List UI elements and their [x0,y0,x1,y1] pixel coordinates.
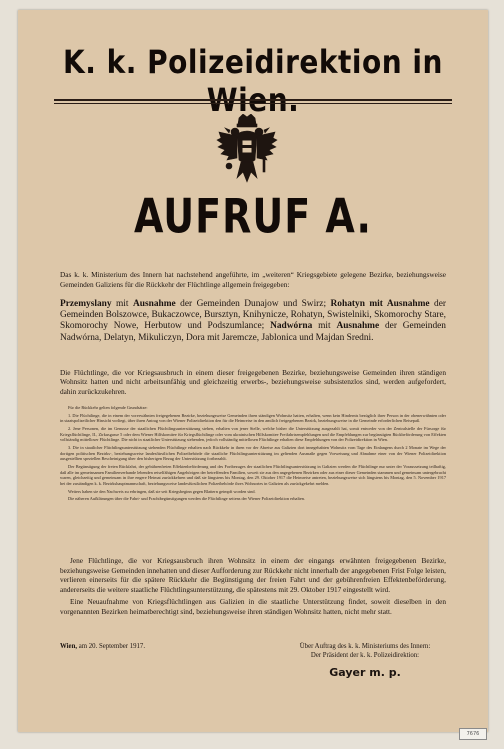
signer-name: Gayer m. p. [329,666,401,679]
area-text: der Gemeinden Bolszowce, Bukaczowce, Bursztyn, Knihynicze, Rohatyn, Swistelniki, Skomorochy Stare, Skomorochy Nowe, Herbutow und Podszumlance; [60,299,446,332]
area-text: mit [312,321,337,332]
title-rule-thin [54,103,452,104]
area-term: Przemyslany [60,299,112,309]
call-paragraph: Die Flüchtlinge, die vor Kriegsausbruch in einem dieser freigegebenen Bezirke, beziehungsweise Gemeinden ihren ständigen Wohnsitz hatten und nicht arbeitsunfähig und gleichzeitig erwerbs-, beziehungsweise subsistenzlos sind, werden aufgefordert, dahin zurückzukehren. [60,368,446,396]
area-text: mit [111,299,133,309]
poster-sheet [18,10,488,732]
area-term: Ausnahme [132,299,176,309]
signature-block [280,643,450,660]
closing-block [60,556,446,619]
rule-item: 2. Jene Personen, die im Genusse der staatlichen Flüchtlingsunterstützung stehen, erhalten von jener Stelle, welche bisher die Unterstützung ausgezahlt hat, somit entweder von der Zentralstelle der Fürsorge für Kriegsflüchtlinge, II., Zirkusgasse 5 oder dem Wiener Hilfskomitee für Kriegsflüchtlinge oder vom ukrainischen Hilfskomitee Freifahrtsempfehlungen und die Empfehlungen zur begünstigten Rückbeförderung von Effekten vollständig mittelloser Flüchtlinge. Die nicht in staatlicher Unterstützung stehenden, jedoch vollständig mittellosen Flüchtlinge erhalten diese Empfehlungen von der Polizeidirektion in Wien. [60,426,446,443]
area-text: der Gemeinden Nadwórna, Delatyn, Mikuliczyn, Dora mit Jaremcze, Jablonica und Majdan Sredni. [60,321,446,343]
poster-title: K. k. Polizeidirektion in Wien. [63,43,443,119]
sign-line: Über Auftrag des k. k. Ministeriums des Innern: [299,643,431,650]
headline: AUFRUF A. [134,188,372,244]
title-rule [54,99,452,101]
date: am 20. September 1917. [77,643,146,650]
rule-item: Weiters haben sie den Nachweis zu erbringen, daß sie seit Kriegsbeginn gegen Blattern geimpft worden sind. [68,488,256,494]
place-and-date [60,643,145,650]
area-text: der Gemeinden Dunajow und Swirz; [175,299,331,309]
rules-block [60,405,446,504]
intro-paragraph: Das k. k. Ministerium des Innern hat nachstehend angeführte, im „weiteren“ Kriegsgebiete gelegene Bezirke, beziehungsweise Gemeinden Galiziens für die Rückkehr der Flüchtlinge allgemein freigegeben: [60,270,446,289]
rule-item: 1. Die Flüchtlinge, die in einem der vorerwähnten freigegebenen Bezirke, beziehungsweise Gemeinden ihren ständigen Wohnsitz hatten, erhalten, wenn kein Hindernis bezüglich ihrer Person in der obenerwähnten oder in staatspolizeilicher Hinsicht vorliegt, über ihren Antrag von der Wiener Polizeidirektion den für die Heimreise in den amtlich freigegebenen Bezirk, beziehungsweise in die Gemeinde erforderlichen Reisepaß. [60,412,446,424]
rule-item: Die näheren Aufklärungen über die Fahrt- und Frachtbegünstigungen werden die Flüchtlinge seitens der Wiener Polizeidirektion erhalten. [68,496,305,502]
area-term: Ausnahme [336,321,380,332]
rule-item: 3. Die in staatlicher Flüchtlingsunterstützung stehenden Flüchtlinge erhalten nach Rückkehr in ihren vor der Abreise aus Galizien dort innegehabten Wohnsitz vom Tage des Einlangens durch 2 Monate im Wege der dortigen politischen Bezirks-, beziehungsweise landesfürstlichen Polizeibehörde die staatliche Flüchtlingsunterstützung im geltenden Ausmaße gegen Vorweisung und Abnahme einer von der Wiener Polizeidirektion ausgestellten speziellen Bescheinigung über den bisherigen Bezug der Unterstützung fortbezahlt. [60,445,446,462]
area-term: Nadwórna [270,321,313,332]
closing-paragraph: Jene Flüchtlinge, die vor Kriegsausbruch ihren Wohnsitz in einem der eingangs erwähnten freigegebenen Bezirke, beziehungsweise Gemeinden innehatten und dieser Aufforderung zur Rückkehr nicht innerhalb der angegebenen Frist Folge leisten, verlieren einerseits für die spätere Rückkehr die Begünstigung der freien Fahrt und der gebührenfreien Effektenbeförderung, andererseits die weitere staatliche Flüchtlingsunterstützung, die spätestens mit 29. Oktober 1917 eingestellt wird. [60,556,446,594]
place: Wien, [60,643,78,650]
rule-item: Der Begünstigung der freien Rückfahrt, der gebührenfreien Effektenbeförderung und des Fortbezuges der staatlichen Flüchtlingsunterstützung in Galizien werden die Flüchtlinge nur unter der Voraussetzung teilhaftig, daß alle im gemeinsamen Familienverbande lebenden reiselfähigen Angehörigen der betreffenden Familien, soweit sie aus den angegebenen Bezirken oder aus einer dieser Gemeinden stammen und gemeinsam untergebracht waren, gleichzeitig und gemeinsam in ihre engere Heimat zurückkehren und daß sie längstens bis Montag, den 29. Oktober 1917 die Heimreise antreten, beziehungsweise sich längstens bis Montag, den 5. November 1917 bei der zuständigen k. k. Bezirkshauptmannschaft, beziehungsweise landesfürstlichen Polizeibehörde ihres Wohnortes in Galizien als zurückgekehrt melden. [60,464,446,486]
area-term: Rohatyn mit Ausnahme [330,299,430,309]
closing-paragraph: Eine Neuaufnahme von Kriegsflüchtlingen aus Galizien in die staatliche Unterstützung findet, soweit dieselben in den vorgenannten Bezirken heimatberechtigt sind, beziehungsweise ihren ständigen Wohnsitz hatten, nicht mehr statt. [60,597,446,616]
archive-stamp: 7676 [459,728,487,740]
released-areas-paragraph [60,299,446,344]
double-headed-eagle-icon [215,114,279,190]
sign-line: Der Präsident der k. k. Polizeidirektion: [310,651,420,659]
rules-intro: Für die Rückkehr gelten folgende Grundsätze: [68,405,148,410]
